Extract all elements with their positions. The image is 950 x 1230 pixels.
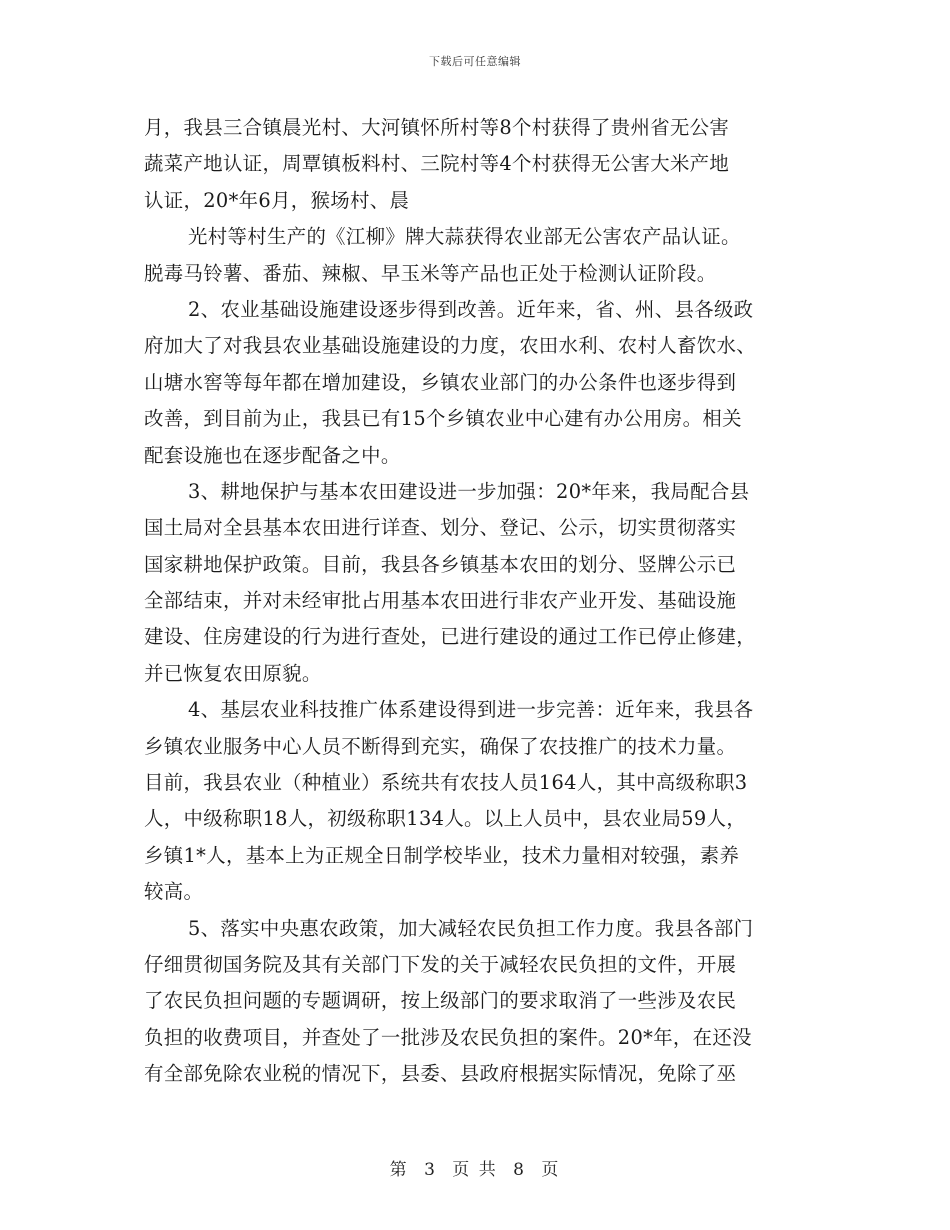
document-body: [144, 110, 804, 1093]
text-line: 国家耕地保护政策。目前，我县各乡镇基本农田的划分、竖牌公示已: [144, 552, 737, 576]
text-line: 了农民负担问题的专题调研，按上级部门的要求取消了一些涉及农民: [144, 989, 737, 1013]
footer-prefix: 第: [389, 1160, 409, 1180]
page-header: 下载后可任意编辑: [429, 55, 521, 68]
text-line: 负担的收费项目，并查处了一批涉及农民负担的案件。20*年，在还没: [144, 1025, 752, 1049]
text-line: 4、基层农业科技推广体系建设得到进一步完善：近年来，我县各: [188, 698, 754, 722]
footer-page-number: 3: [424, 1160, 437, 1180]
text-line: 并已恢复农田原貌。: [144, 661, 322, 685]
text-line: 蔬菜产地认证，周覃镇板料村、三院村等4个村获得无公害大米产地: [144, 152, 730, 176]
text-line: 配套设施也在逐步配备之中。: [144, 443, 401, 467]
text-line: 人，中级称职18人，初级称职134人。以上人员中，县农业局59人，: [144, 807, 747, 831]
text-line: 较高。: [144, 880, 204, 904]
text-line: 光村等村生产的《江柳》牌大蒜获得农业部无公害农产品认证。: [188, 225, 741, 249]
text-line: 有全部免除农业税的情况下，县委、县政府根据实际情况，免除了巫: [144, 1062, 737, 1086]
footer-middle: 页 共: [452, 1160, 498, 1180]
text-line: 府加大了对我县农业基础设施建设的力度，农田水利、农村人畜饮水、: [144, 334, 756, 358]
footer-total-pages: 8: [513, 1160, 526, 1180]
footer-suffix: 页: [541, 1160, 561, 1180]
text-line: 3、耕地保护与基本农田建设进一步加强：20*年来，我局配合县: [188, 479, 750, 503]
text-line: 山塘水窖等每年都在增加建设，乡镇农业部门的办公条件也逐步得到: [144, 370, 737, 394]
text-line: 月，我县三合镇晨光村、大河镇怀所村等8个村获得了贵州省无公害: [144, 116, 730, 139]
text-line: 2、农业基础设施建设逐步得到改善。近年来，省、州、县各级政: [188, 297, 754, 321]
text-line: 目前，我县农业（种植业）系统共有农技人员164人，其中高级称职3: [144, 771, 748, 795]
text-line: 改善，到目前为止，我县已有15个乡镇农业中心建有办公用房。相关: [144, 407, 742, 431]
text-line: 建设、住房建设的行为进行查处，已进行建设的通过工作已停止修建，: [144, 625, 756, 649]
text-line: 乡镇农业服务中心人员不断得到充实，确保了农技推广的技术力量。: [144, 734, 737, 758]
page-footer: [0, 1155, 950, 1180]
text-line: 乡镇1*人，基本上为正规全日制学校毕业，技术力量相对较强，素养: [144, 843, 740, 867]
text-line: 脱毒马铃薯、番茄、辣椒、早玉米等产品也正处于检测认证阶段。: [144, 261, 717, 285]
text-line: 5、落实中央惠农政策，加大减轻农民负担工作力度。我县各部门: [188, 916, 754, 940]
text-line: 国土局对全县基本农田进行详查、划分、登记、公示，切实贯彻落实: [144, 516, 737, 540]
text-line: 认证，20*年6月，猴场村、晨: [144, 188, 410, 212]
text-line: 全部结束，并对未经审批占用基本农田进行非农产业开发、基础设施: [144, 589, 737, 613]
text-line: 仔细贯彻国务院及其有关部门下发的关于减轻农民负担的文件，开展: [144, 952, 737, 976]
